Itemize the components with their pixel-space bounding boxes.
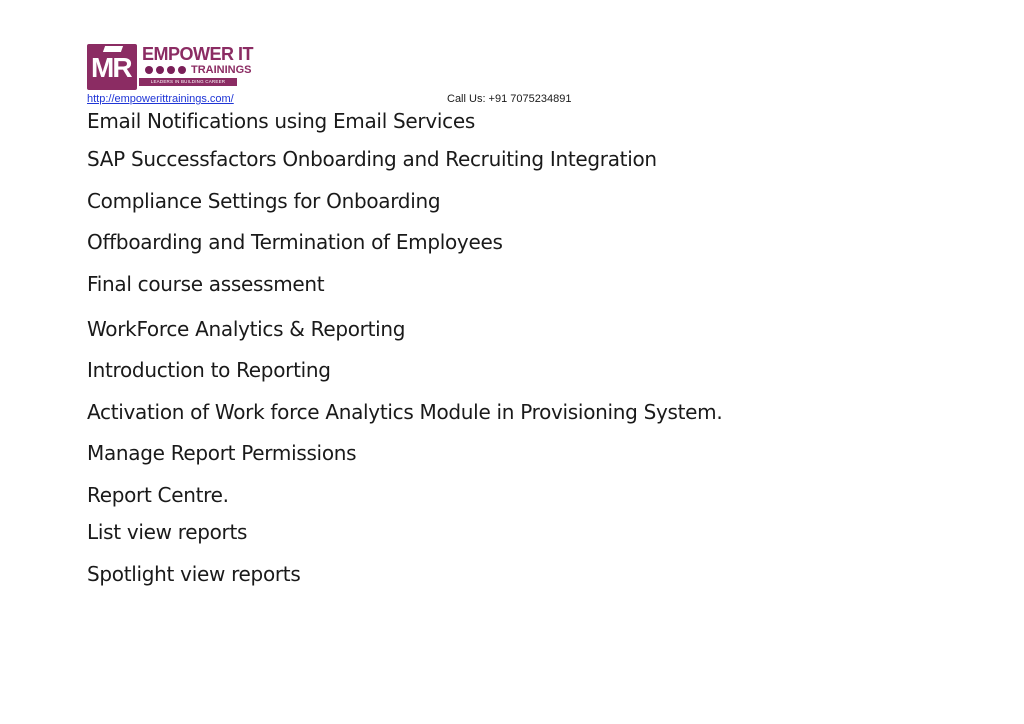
topic-item: Activation of Work force Analytics Module in Provisioning System. xyxy=(87,400,723,424)
logo-brand-line2: TRAININGS xyxy=(191,64,252,76)
topic-item: SAP Successfactors Onboarding and Recruiting Integration xyxy=(87,147,657,171)
topic-item: Manage Report Permissions xyxy=(87,441,357,465)
topic-item: Final course assessment xyxy=(87,272,325,296)
graduation-cap-icon xyxy=(103,46,123,52)
logo-mark-text: MR xyxy=(91,52,131,83)
topic-item: Compliance Settings for Onboarding xyxy=(87,189,441,213)
company-logo xyxy=(87,44,253,90)
topic-item: List view reports xyxy=(87,520,248,544)
logo-dots xyxy=(145,66,186,74)
topic-item: Introduction to Reporting xyxy=(87,358,331,382)
topic-item: Email Notifications using Email Services xyxy=(87,109,475,133)
phone-contact: Call Us: +91 7075234891 xyxy=(447,93,572,105)
website-link[interactable]: http://empowerittrainings.com/ xyxy=(87,93,234,105)
topic-item: Offboarding and Termination of Employees xyxy=(87,230,503,254)
logo-brand-line1: EMPOWER IT xyxy=(142,44,253,64)
logo-tagline-bar xyxy=(139,78,237,86)
topic-item: WorkForce Analytics & Reporting xyxy=(87,317,406,341)
topic-item: Report Centre. xyxy=(87,483,229,507)
logo-tagline: LEADERS IN BUILDING CAREER xyxy=(150,79,226,84)
topic-item: Spotlight view reports xyxy=(87,562,301,586)
